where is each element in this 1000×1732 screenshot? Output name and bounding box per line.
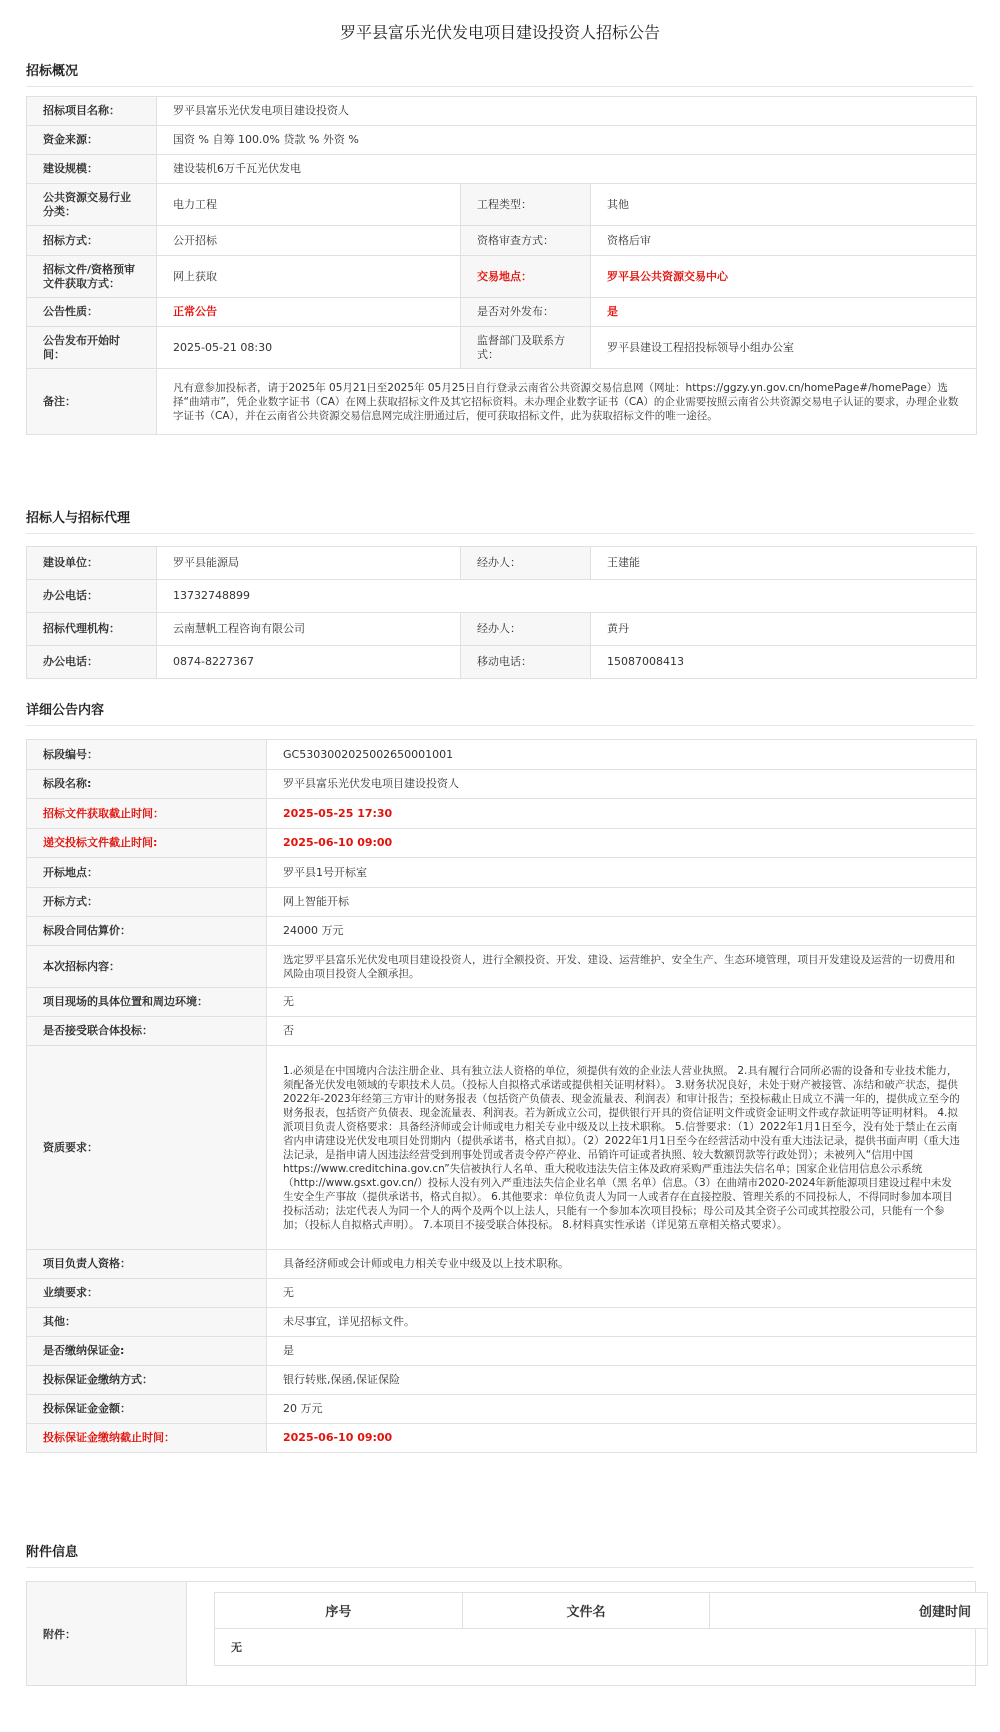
agent-label: 招标代理机构： xyxy=(27,613,157,646)
parties-table xyxy=(26,546,977,679)
detail-value: 2025-05-25 17:30 xyxy=(267,799,977,829)
table-row xyxy=(27,547,977,580)
scale-label: 建设规模： xyxy=(27,155,157,184)
attachments-box xyxy=(26,1581,976,1686)
detail-label: 是否接受联合体投标： xyxy=(27,1017,267,1046)
table-row xyxy=(27,1279,977,1308)
detail-label: 标段编号： xyxy=(27,740,267,770)
detail-value: 银行转账,保函,保证保险 xyxy=(267,1366,977,1395)
fund-source-label: 资金来源： xyxy=(27,126,157,155)
agent-handler-label: 经办人： xyxy=(461,613,591,646)
detail-label: 投标保证金缴纳方式： xyxy=(27,1366,267,1395)
detail-value: 是 xyxy=(267,1337,977,1366)
table-row xyxy=(27,988,977,1017)
remark-value: 凡有意参加投标者，请于2025年 05月21日至2025年 05月25日自行登录云南省公共资源交易信息网（网址：https://ggzy.yn.gov.cn/homePage#/homePage）选择“曲靖市”，凭企业数字证书（CA）在网上获取招标文件及其它招标资料。未办理企业数字证书（CA）的企业需要按照云南省公共资源交易电子认证的要求，办理企业数字证书（CA），并在云南省公共资源交易信息网完成注册通过后，便可获取招标文件，此为获取招标文件的唯一途径。 xyxy=(157,369,977,435)
table-row xyxy=(27,256,977,298)
section-divider xyxy=(26,725,974,726)
table-row xyxy=(27,946,977,988)
table-row xyxy=(27,858,977,888)
nature-label: 公告性质： xyxy=(27,298,157,327)
detail-label: 开标方式： xyxy=(27,888,267,917)
nature-value: 正常公告 xyxy=(157,298,461,327)
agent-value: 云南慧帆工程咨询有限公司 xyxy=(157,613,461,646)
scale-value: 建设装机6万千瓦光伏发电 xyxy=(157,155,977,184)
table-row xyxy=(27,1308,977,1337)
project-type-label: 工程类型： xyxy=(461,184,591,226)
remark-label: 备注： xyxy=(27,369,157,435)
detail-value: 2025-06-10 09:00 xyxy=(267,829,977,858)
section-title-parties: 招标人与招标代理 xyxy=(26,511,131,526)
table-row xyxy=(27,613,977,646)
detail-label: 投标保证金缴纳截止时间： xyxy=(27,1424,267,1453)
detail-label: 本次招标内容： xyxy=(27,946,267,988)
review-label: 资格审查方式： xyxy=(461,226,591,256)
detail-label: 项目现场的具体位置和周边环境： xyxy=(27,988,267,1017)
table-row xyxy=(27,1337,977,1366)
publish-value: 2025-05-21 08:30 xyxy=(157,327,461,369)
table-row xyxy=(27,917,977,946)
owner-label: 建设单位： xyxy=(27,547,157,580)
detail-value: 罗平县1号开标室 xyxy=(267,858,977,888)
table-row xyxy=(27,155,977,184)
detail-label: 业绩要求： xyxy=(27,1279,267,1308)
attachments-header-row xyxy=(215,1593,988,1629)
section-divider xyxy=(26,533,974,534)
detail-value: 具备经济师或会计师或电力相关专业中级及以上技术职称。 xyxy=(267,1250,977,1279)
detail-label: 标段名称: xyxy=(27,770,267,799)
detail-value: 无 xyxy=(267,988,977,1017)
detail-value: 否 xyxy=(267,1017,977,1046)
agent-phone-value: 0874-8227367 xyxy=(157,646,461,679)
project-type-value: 其他 xyxy=(591,184,977,226)
section-title-detail: 详细公告内容 xyxy=(26,703,105,718)
method-label: 招标方式： xyxy=(27,226,157,256)
attachments-empty-row xyxy=(215,1629,988,1666)
table-row xyxy=(27,799,977,829)
place-value: 罗平县公共资源交易中心 xyxy=(591,256,977,298)
table-row xyxy=(27,1366,977,1395)
detail-value: 未尽事宜，详见招标文件。 xyxy=(267,1308,977,1337)
industry-label: 公共资源交易行业分类： xyxy=(27,184,157,226)
detail-value: 24000 万元 xyxy=(267,917,977,946)
detail-value: GC5303002025002650001001 xyxy=(267,740,977,770)
place-label: 交易地点： xyxy=(461,256,591,298)
agent-handler-value: 黄丹 xyxy=(591,613,977,646)
detail-label: 是否缴纳保证金: xyxy=(27,1337,267,1366)
col-header-index: 序号 xyxy=(215,1593,463,1629)
method-value: 公开招标 xyxy=(157,226,461,256)
detail-value: 无 xyxy=(267,1279,977,1308)
owner-handler-value: 王建能 xyxy=(591,547,977,580)
table-row xyxy=(27,1424,977,1453)
table-row xyxy=(27,1046,977,1250)
owner-handler-label: 经办人： xyxy=(461,547,591,580)
detail-label: 递交投标文件截止时间: xyxy=(27,829,267,858)
detail-value: 罗平县富乐光伏发电项目建设投资人 xyxy=(267,770,977,799)
agent-phone-label: 办公电话： xyxy=(27,646,157,679)
section-divider xyxy=(26,86,974,87)
page-title: 罗平县富乐光伏发电项目建设投资人招标公告 xyxy=(339,23,660,42)
table-row xyxy=(27,126,977,155)
external-value: 是 xyxy=(591,298,977,327)
external-label: 是否对外发布： xyxy=(461,298,591,327)
section-divider xyxy=(26,1567,974,1568)
section-title-overview: 招标概况 xyxy=(26,64,79,79)
detail-label: 投标保证金金额： xyxy=(27,1395,267,1424)
detail-label: 其他： xyxy=(27,1308,267,1337)
detail-label: 标段合同估算价： xyxy=(27,917,267,946)
supervisor-value: 罗平县建设工程招投标领导小组办公室 xyxy=(591,327,977,369)
detail-value: 网上智能开标 xyxy=(267,888,977,917)
detail-value: 选定罗平县富乐光伏发电项目建设投资人，进行全额投资、开发、建设、运营维护、安全生产、生态环境管理，项目开发建设及运营的一切费用和风险由项目投资人全额承担。 xyxy=(267,946,977,988)
project-name-label: 招标项目名称： xyxy=(27,97,157,126)
table-row xyxy=(27,327,977,369)
table-row xyxy=(27,184,977,226)
doc-get-value: 网上获取 xyxy=(157,256,461,298)
detail-value: 2025-06-10 09:00 xyxy=(267,1424,977,1453)
table-row xyxy=(27,226,977,256)
owner-value: 罗平县能源局 xyxy=(157,547,461,580)
table-row xyxy=(27,770,977,799)
table-row xyxy=(27,646,977,679)
publish-label: 公告发布开始时间： xyxy=(27,327,157,369)
industry-value: 电力工程 xyxy=(157,184,461,226)
section-title-attachments: 附件信息 xyxy=(26,1545,79,1560)
project-name-value: 罗平县富乐光伏发电项目建设投资人 xyxy=(157,97,977,126)
overview-table xyxy=(26,96,977,435)
table-row xyxy=(27,740,977,770)
mobile-value: 15087008413 xyxy=(591,646,977,679)
detail-label: 项目负责人资格： xyxy=(27,1250,267,1279)
review-value: 资格后审 xyxy=(591,226,977,256)
col-header-created: 创建时间 xyxy=(710,1593,988,1629)
table-row xyxy=(27,1395,977,1424)
col-header-filename: 文件名 xyxy=(462,1593,710,1629)
table-row xyxy=(27,580,977,613)
table-row xyxy=(27,369,977,435)
doc-get-label: 招标文件/资格预审文件获取方式： xyxy=(27,256,157,298)
fund-source-value: 国资 % 自筹 100.0% 贷款 % 外资 % xyxy=(157,126,977,155)
table-row xyxy=(27,888,977,917)
attachments-table xyxy=(214,1592,988,1666)
attachments-empty-text: 无 xyxy=(215,1629,988,1666)
table-row xyxy=(27,298,977,327)
owner-phone-label: 办公电话： xyxy=(27,580,157,613)
attachments-label: 附件： xyxy=(27,1582,187,1685)
table-row xyxy=(27,97,977,126)
mobile-label: 移动电话： xyxy=(461,646,591,679)
table-row xyxy=(27,1017,977,1046)
detail-value: 20 万元 xyxy=(267,1395,977,1424)
supervisor-label: 监督部门及联系方式： xyxy=(461,327,591,369)
detail-table xyxy=(26,739,977,1453)
owner-phone-value: 13732748899 xyxy=(157,580,977,613)
detail-label: 开标地点： xyxy=(27,858,267,888)
detail-value: 1.必须是在中国境内合法注册企业、具有独立法人资格的单位，须提供有效的企业法人营业执照。 2.具有履行合同所必需的设备和专业技术能力，须配备光伏发电领域的专职技术人员。（投标人自拟格式承诺或提供相关证明材料）。 3.财务状况良好，未处于财产被接管、冻结和破产状态，提供2022年-2023年经第三方审计的财务报表（包括资产负债表、现金流量表、利润表）和审计报告；至投标截止日成立不满一年的，提供成立至今的财务报表，包括资产负债表、现金流量表、利润表。若为新成立公司，提供银行开具的资信证明文件或资金证明文件或存款证明等证明材料。 4.拟派项目负责人资格要求：具备经济师或会计师或电力相关专业中级及以上技术职称。 5.信誉要求：（1）2022年1月1日至今，没有处于禁止在云南省内申请建设光伏发电项目处罚期内（提供承诺书，格式自拟）。（2）2022年1月1日至今在经营活动中没有重大违法记录，提供书面声明（重大违法记录，是指申请人因违法经营受到刑事处罚或者责令停产停业、吊销许可证或者执照、较大数额罚款等行政处罚）；未被列入“信用中国https://www.creditchina.gov.cn”失信被执行人名单、重大税收违法失信主体及政府采购严重违法失信名单；国家企业信用信息公示系统（http://www.gsxt.gov.cn/）投标人没有列入严重违法失信企业名单（黑 名单）信息。（3）在曲靖市2020-2024年新能源项目建设过程中未发生安全生产事故（提供承诺书，格式自拟）。 6.其他要求：单位负责人为同一人或者存在直接控股、管理关系的不同投标人，不得同时参加本项目投标活动；法定代表人为同一个人的两个及两个以上法人，只能有一个参加本次项目投标；母公司及其全资子公司或其控股公司，只能有一个参加；（投标人自拟格式声明）。 7.本项目不接受联合体投标。 8.材料真实性承诺（详见第五章相关格式要求）。 xyxy=(267,1046,977,1250)
table-row xyxy=(27,829,977,858)
detail-label: 资质要求： xyxy=(27,1046,267,1250)
table-row xyxy=(27,1250,977,1279)
detail-label: 招标文件获取截止时间： xyxy=(27,799,267,829)
